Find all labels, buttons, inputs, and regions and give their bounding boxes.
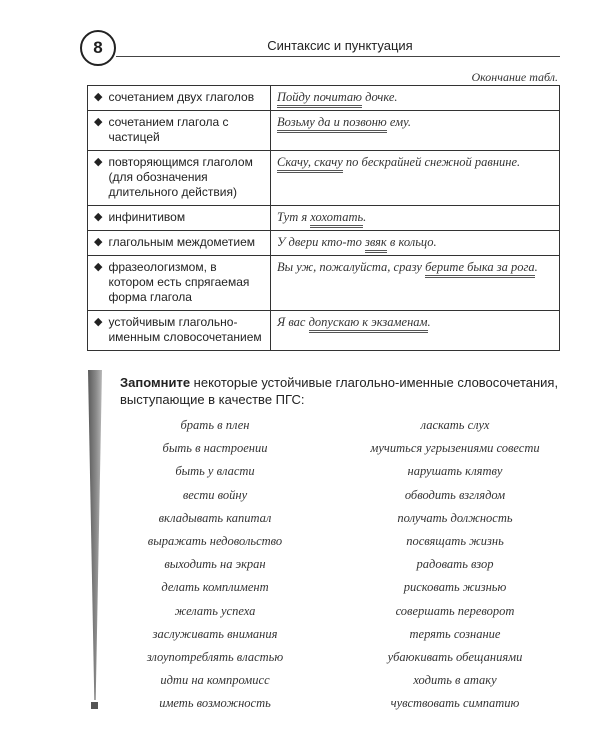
phrase-item: брать в плен: [180, 418, 250, 432]
diamond-bullet-icon: ◆: [94, 236, 103, 248]
note-lead: Запомните: [120, 375, 191, 390]
predicate-underlined: Пойду почитаю: [277, 90, 362, 108]
construction-type-label: сочетанием двух глаголов: [108, 90, 255, 104]
construction-type-label: повторяющимся глаголом (для обозначения длительного действия): [108, 155, 253, 199]
diamond-bullet-icon: ◆: [94, 316, 103, 328]
phrase-item: быть в настроении: [162, 441, 268, 456]
page-number: 8: [80, 30, 116, 66]
construction-type-cell: [88, 151, 271, 206]
phrase-item: совершать переворот: [395, 603, 515, 618]
phrase-item: нарушать клятву: [407, 464, 503, 479]
predicate-underlined: Возьму да и позвоню: [277, 115, 387, 133]
construction-type-cell: [88, 231, 271, 256]
table-row: [88, 86, 560, 111]
example-text: .: [427, 315, 431, 329]
construction-type-label: фразеологизмом, в котором есть спрягаемая форма глагола: [108, 260, 250, 304]
phrase-item: выходить на экран: [164, 557, 266, 572]
example-cell: [271, 206, 560, 231]
example-text: У двери кто-то: [277, 235, 365, 249]
example-text: .: [363, 210, 367, 224]
example-text: Я вас: [277, 315, 309, 329]
example-cell: [271, 86, 560, 111]
example-text: Вы уж, пожалуйста, сразу: [277, 260, 426, 274]
phrase-item: идти на компромисс: [160, 673, 270, 688]
construction-type-label: инфинитивом: [108, 210, 186, 224]
phrase-item: выражать недовольство: [147, 533, 283, 548]
note-paragraph: [120, 374, 560, 408]
predicate-underlined: допускаю к экзаменам: [309, 315, 428, 333]
diamond-bullet-icon: ◆: [94, 211, 103, 223]
diamond-bullet-icon: ◆: [94, 261, 103, 273]
table-caption: Окончание табл.: [471, 70, 558, 84]
example-text: Тут я: [277, 210, 311, 224]
table-row: [88, 231, 560, 256]
example-text: ему.: [386, 115, 411, 129]
phrase-item: иметь возможность: [159, 696, 271, 711]
phrase-item: чувствовать симпатию: [390, 696, 520, 711]
phrase-item: получать должность: [397, 510, 513, 525]
header-rule: [116, 56, 560, 57]
phrase-item: вкладывать капитал: [158, 510, 272, 525]
phrase-item: радовать взор: [416, 557, 494, 572]
construction-type-label: сочетанием глагола с частицей: [108, 115, 229, 144]
diamond-bullet-icon: ◆: [94, 91, 103, 103]
example-cell: [271, 151, 560, 206]
square-marker-icon: [91, 702, 98, 709]
phrase-item: мучиться угрызениями совести: [370, 441, 540, 456]
example-text: по бескрайней снежной равнине.: [342, 155, 521, 169]
phrase-column-left: [105, 414, 325, 715]
construction-type-label: устойчивым глагольно-именным словосочетанием: [108, 315, 262, 344]
example-text: .: [534, 260, 538, 274]
predicate-underlined: Скачу, скачу: [277, 155, 343, 173]
example-text: в кольцо.: [386, 235, 437, 249]
phrase-item: рисковать жизнью: [403, 580, 507, 595]
construction-type-label: глагольным междометием: [108, 235, 256, 249]
decorative-side-bar: [88, 370, 102, 700]
construction-type-cell: [88, 311, 271, 351]
phrase-item: быть у власти: [175, 464, 255, 479]
example-cell: [271, 311, 560, 351]
table-row: [88, 311, 560, 351]
note-body: некоторые устойчивые глагольно-именные словосочетания, выступающие в качестве ПГС:: [120, 375, 559, 407]
construction-type-cell: [88, 111, 271, 151]
example-text: дочке.: [362, 90, 398, 104]
construction-type-cell: [88, 206, 271, 231]
phrase-item: вести войну: [182, 487, 248, 502]
example-cell: [271, 111, 560, 151]
phrase-item: делать комплимент: [161, 580, 269, 595]
construction-type-cell: [88, 86, 271, 111]
table-row: [88, 151, 560, 206]
phrase-item: убаюкивать обещаниями: [387, 649, 523, 664]
phrase-item: желать успеха: [174, 603, 256, 618]
running-title: Синтаксис и пунктуация: [267, 38, 413, 53]
phrase-item: злоупотреблять властью: [146, 649, 284, 664]
diamond-bullet-icon: ◆: [94, 116, 103, 128]
predicate-underlined: хохотать: [310, 210, 363, 228]
predicate-underlined: звяк: [365, 235, 387, 253]
predicate-underlined: берите быка за рога: [425, 260, 535, 278]
phrase-column-right: [345, 414, 565, 715]
phrase-item: ласкать слух: [420, 418, 490, 432]
table-row: [88, 256, 560, 311]
diamond-bullet-icon: ◆: [94, 156, 103, 168]
reference-table: [87, 85, 560, 351]
construction-type-cell: [88, 256, 271, 311]
table-row: [88, 111, 560, 151]
example-cell: [271, 231, 560, 256]
table-row: [88, 206, 560, 231]
example-cell: [271, 256, 560, 311]
phrase-item: ходить в атаку: [413, 673, 497, 688]
phrase-item: терять сознание: [409, 626, 501, 641]
phrase-item: заслуживать внимания: [152, 626, 278, 641]
phrase-item: посвящать жизнь: [406, 533, 504, 548]
phrase-item: обводить взглядом: [404, 487, 506, 502]
